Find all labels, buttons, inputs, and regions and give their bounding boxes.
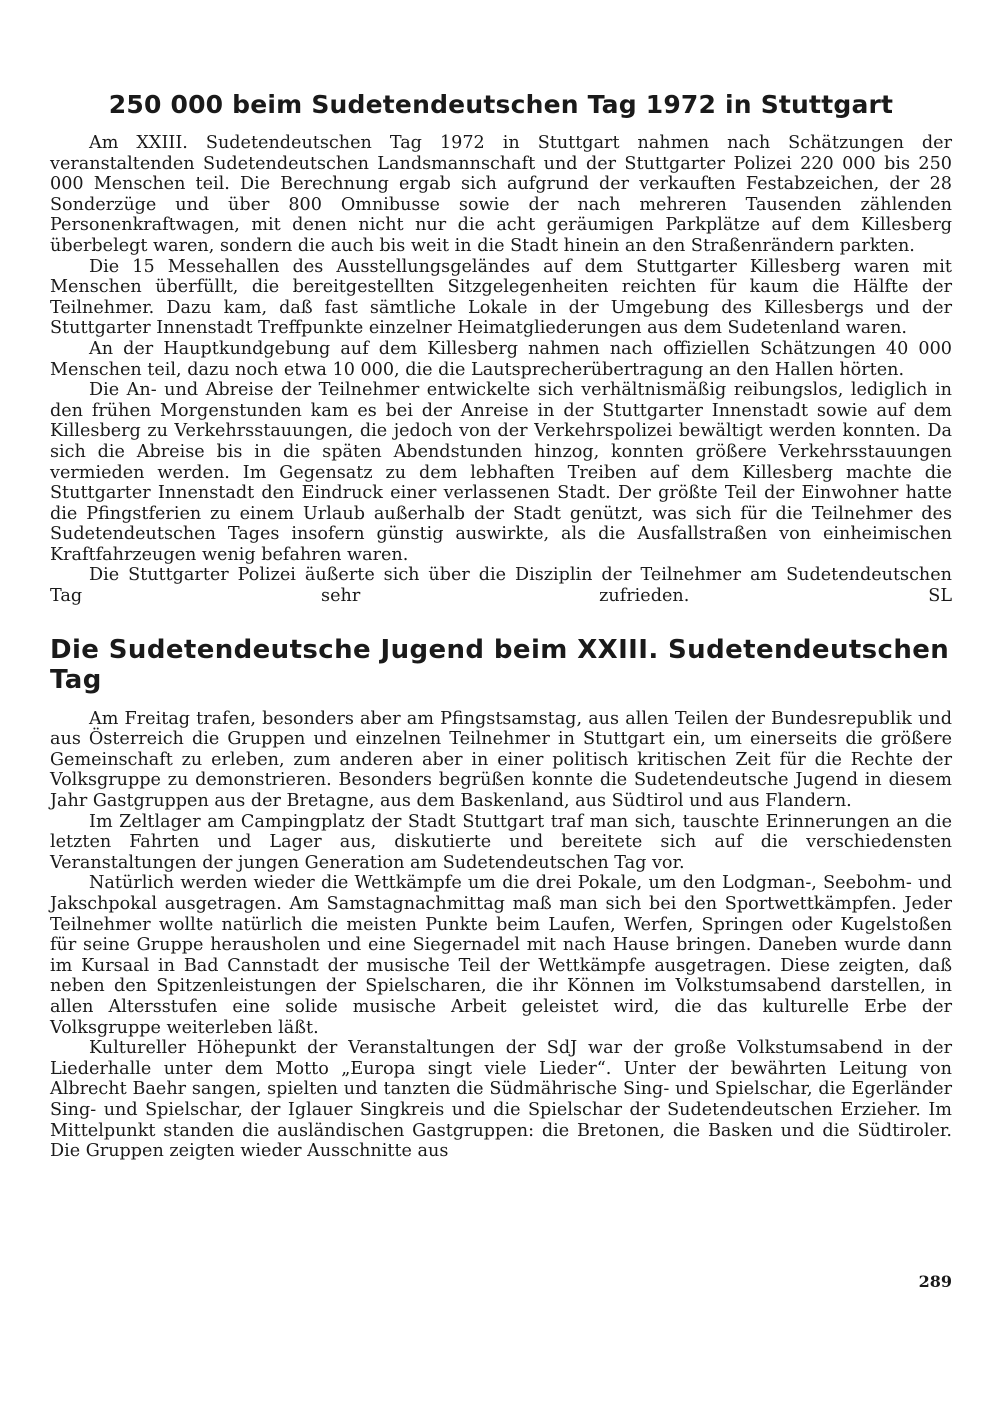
article-2-paragraph-3: Natürlich werden wieder die Wettkämpfe um die drei Pokale, um den Lodgman-, Seebohm- und Jakschpokal ausgetragen. Am Samstagnachmittag maß man sich bei den Sportwettkämpfen. Jeder Teilnehmer wollte natürlich die meisten Punkte beim Laufen, Werfen, Springen oder Kugelstoßen für seine Gruppe herausholen und eine Siegernadel mit nach Hause bringen. Daneben wurde dann im Kursaal in Bad Cannstadt der musische Teil der Wettkämpfe ausgetragen. Diese zeigten, daß neben den Spitzenleistungen der Spielscharen, die ihr Können im Volkstumsabend darstellen, in allen Altersstufen eine solide musische Arbeit geleistet wird, die das kulturelle Erbe der Volksgruppe weiterleben läßt. xyxy=(50,873,952,1038)
page-number: 289 xyxy=(918,1272,952,1291)
article-1-paragraph-5 xyxy=(50,565,952,606)
article-1-closing-text: Die Stuttgarter Polizei äußerte sich über die Disziplin der Teilnehmer am Sudetendeutschen Tag sehr zufrieden. xyxy=(50,565,952,607)
article-1-body xyxy=(50,133,952,607)
article-2-paragraph-1: Am Freitag trafen, besonders aber am Pfingstsamstag, aus allen Teilen der Bundesrepublik und aus Österreich die Gruppen und einzelnen Teilnehmer in Stuttgart ein, um einerseits die größere Gemeinschaft zu erleben, zum anderen aber in einer politisch kritischen Zeit für die Rechte der Volksgruppe zu demonstrieren. Besonders begrüßen konnte die Sudetendeutsche Jugend in diesem Jahr Gastgruppen aus der Bretagne, aus dem Baskenland, aus Südtirol und aus Flandern. xyxy=(50,708,952,812)
document-page xyxy=(50,85,952,1162)
article-1-paragraph-3: An der Hauptkundgebung auf dem Killesberg nahmen nach offiziellen Schätzungen 40 000 Menschen teil, dazu noch etwa 10 000, die die Lautsprecherübertragung an den Hallen hörten. xyxy=(50,338,952,380)
article-2-paragraph-4: Kultureller Höhepunkt der Veranstaltungen der SdJ war der große Volkstumsabend in der Liederhalle unter dem Motto „Europa singt viele Lieder“. Unter der bewährten Leitung von Albrecht Baehr sangen, spielten und tanzten die Südmährische Sing- und Spielschar, die Egerländer Sing- und Spielschar, der Iglauer Singkreis und die Spielschar der Sudetendeutschen Erzieher. Im Mittelpunkt standen die ausländischen Gastgruppen: die Bretonen, die Basken und die Südtiroler. Die Gruppen zeigten wieder Ausschnitte aus xyxy=(50,1038,952,1162)
article-2-title: Die Sudetendeutsche Jugend beim XXIII. Sudetendeutschen Tag xyxy=(50,634,950,695)
article-1-paragraph-4: Die An- und Abreise der Teilnehmer entwickelte sich verhältnismäßig reibungslos, lediglich in den frühen Morgenstunden kam es bei der Anreise in der Stuttgarter Innenstadt sowie auf dem Killesberg zu Verkehrsstauungen, die jedoch von der Verkehrspolizei bewältigt werden konnten. Da sich die Abreise bis in die späten Abendstunden hinzog, konnten größere Verkehrsstauungen vermieden werden. Im Gegensatz zu dem lebhaften Treiben auf dem Killesberg machte die Stuttgarter Innenstadt den Eindruck einer verlassenen Stadt. Der größte Teil der Einwohner hatte die Pfingstferien zu einem Urlaub außerhalb der Stadt genützt, was sich für die Teilnehmer des Sudetendeutschen Tages insofern günstig auswirkte, als die Ausfallstraßen von einheimischen Kraftfahrzeugen wenig befahren waren. xyxy=(50,380,952,565)
article-1-paragraph-1: Am XXIII. Sudetendeutschen Tag 1972 in Stuttgart nahmen nach Schätzungen der veranstaltenden Sudetendeutschen Landsmannschaft und der Stuttgarter Polizei 220 000 bis 250 000 Menschen teil. Die Berechnung ergab sich aufgrund der verkauften Festabzeichen, der 28 Sonderzüge und über 800 Omnibusse sowie der nach mehreren Tausenden zählenden Personenkraftwagen, mit denen nicht nur die acht geräumigen Parkplätze auf dem Killesberg überbelegt waren, sondern die auch bis weit in die Stadt hinein an den Straßenrändern parkten. xyxy=(50,133,952,256)
article-1-paragraph-2: Die 15 Messehallen des Ausstellungsgeländes auf dem Stuttgarter Killesberg waren mit Menschen überfüllt, die bereitgestellten Sitzgelegenheiten reichten für kaum die Hälfte der Teilnehmer. Dazu kam, daß fast sämtliche Lokale in der Umgebung des Killesbergs und der Stuttgarter Innenstadt Treffpunkte einzelner Heimatgliederungen aus dem Sudetenland waren. xyxy=(50,256,952,339)
article-2-paragraph-2: Im Zeltlager am Campingplatz der Stadt Stuttgart traf man sich, tauschte Erinnerungen an die letzten Fahrten und Lager aus, diskutierte und bereitete sich auf die verschiedensten Veranstaltungen der jungen Generation am Sudetendeutschen Tag vor. xyxy=(50,811,952,873)
article-2-body xyxy=(50,709,952,1162)
article-1-title: 250 000 beim Sudetendeutschen Tag 1972 in Stuttgart xyxy=(108,90,894,119)
author-signature: SL xyxy=(928,586,953,607)
